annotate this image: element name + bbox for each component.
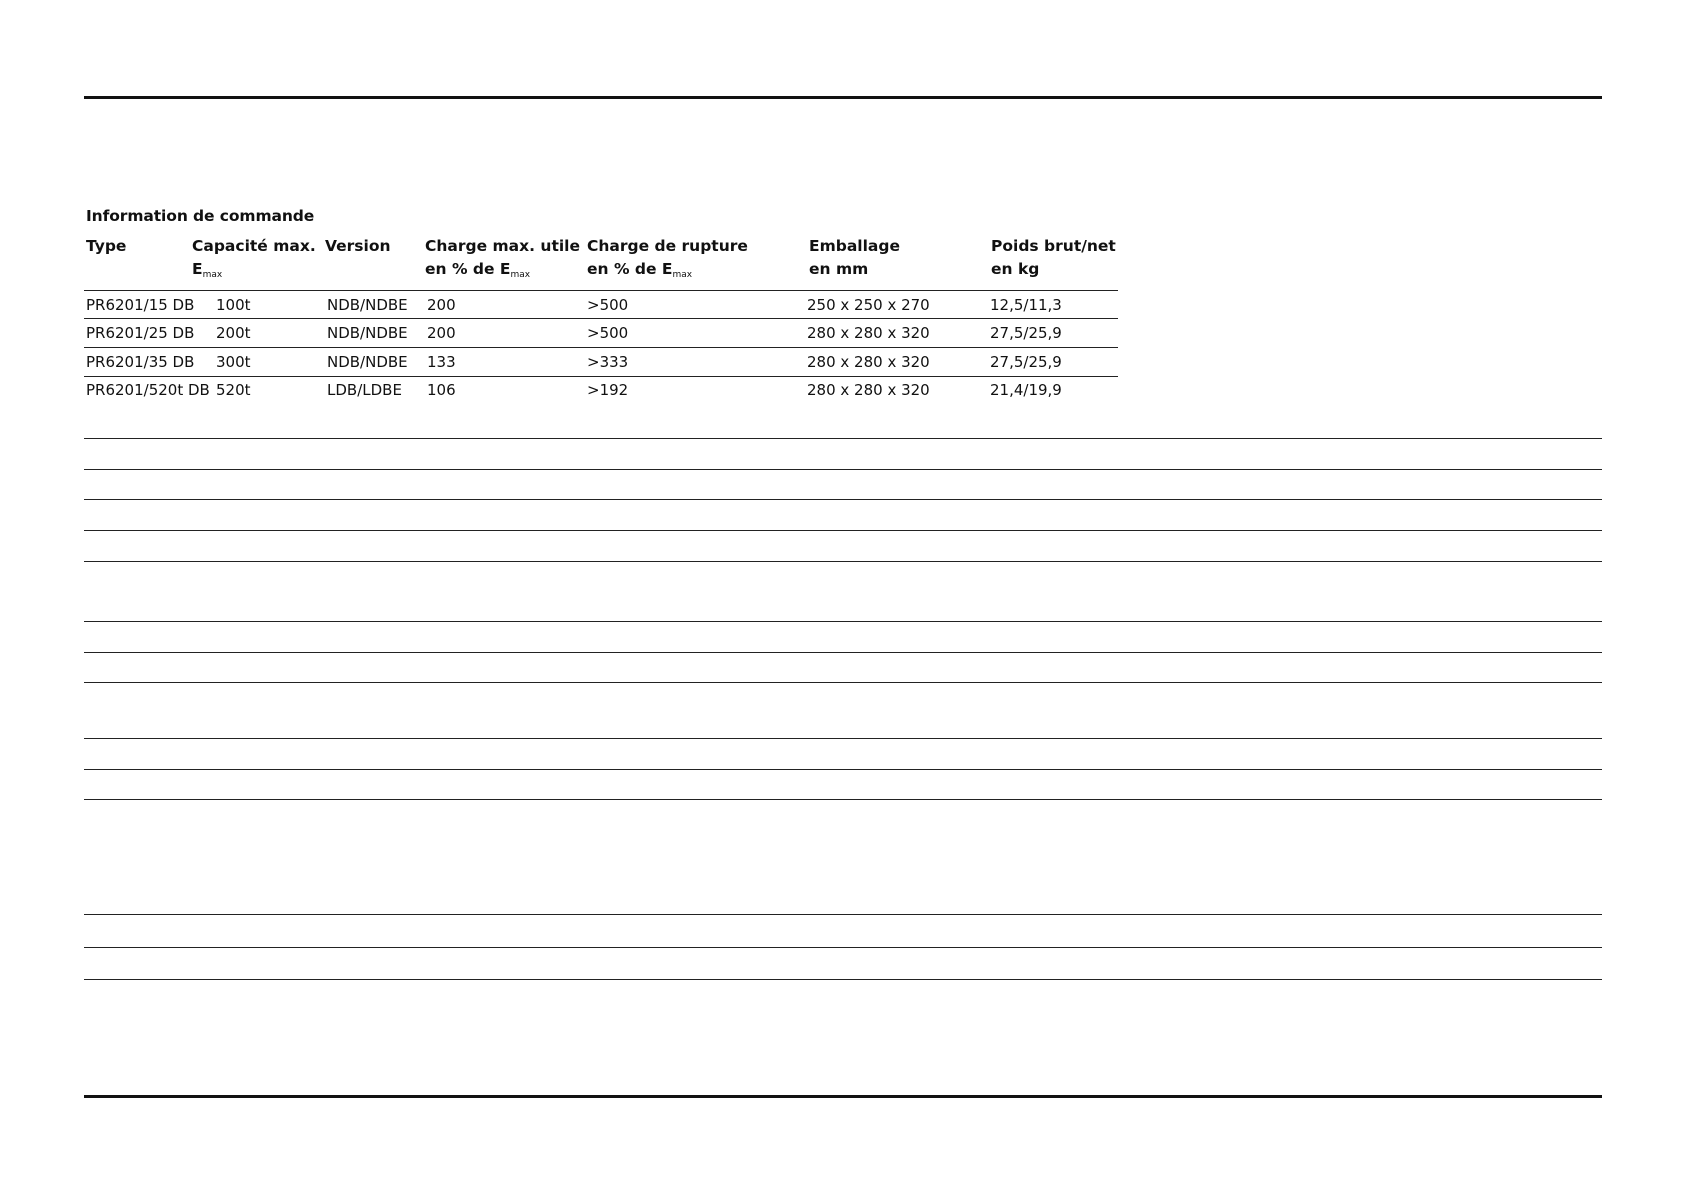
table-cell: 100t (216, 296, 251, 314)
column-header: Emballage (809, 237, 900, 255)
column-header-unit: $E_{max}$ (192, 260, 223, 280)
separator-line (84, 769, 1602, 770)
table-row-divider (84, 376, 1118, 377)
table-cell: 12,5/11,3 (990, 296, 1062, 314)
table-row-divider (84, 318, 1118, 319)
table-cell: 300t (216, 353, 251, 371)
table-cell: PR6201/35 DB (86, 353, 195, 371)
table-cell: PR6201/25 DB (86, 324, 195, 342)
table-cell: >500 (587, 324, 629, 342)
table-cell: 27,5/25,9 (990, 353, 1062, 371)
column-header-unit: en % de $E_{max}$ (587, 260, 693, 280)
separator-line (84, 561, 1602, 562)
table-cell: 250 x 250 x 270 (807, 296, 930, 314)
column-header: Charge de rupture (587, 237, 748, 255)
separator-line (84, 621, 1602, 622)
table-cell: NDB/NDBE (327, 353, 408, 371)
separator-line (84, 499, 1602, 500)
table-cell: 520t (216, 381, 251, 399)
separator-line (84, 914, 1602, 915)
separator-line (84, 979, 1602, 980)
table-cell: PR6201/15 DB (86, 296, 195, 314)
column-header: Charge max. utile (425, 237, 580, 255)
separator-line (84, 738, 1602, 739)
table-cell: 200t (216, 324, 251, 342)
table-cell: PR6201/520t DB (86, 381, 210, 399)
column-header-unit: en mm (809, 260, 869, 278)
separator-line (84, 652, 1602, 653)
subscript: max (510, 270, 531, 280)
separator-line (84, 799, 1602, 800)
table-cell: 200 (427, 296, 456, 314)
separator-line (84, 438, 1602, 439)
table-cell: NDB/NDBE (327, 324, 408, 342)
table-cell: 133 (427, 353, 456, 371)
table-cell: 200 (427, 324, 456, 342)
top-rule (84, 96, 1602, 99)
table-cell: 27,5/25,9 (990, 324, 1062, 342)
table-row-divider (84, 347, 1118, 348)
section-title: Information de commande (86, 207, 315, 225)
table-cell: 280 x 280 x 320 (807, 353, 930, 371)
column-header: Type (86, 237, 127, 255)
table-cell: >500 (587, 296, 629, 314)
subscript: max (202, 270, 223, 280)
subscript: max (672, 270, 693, 280)
table-cell: NDB/NDBE (327, 296, 408, 314)
table-cell: 280 x 280 x 320 (807, 381, 930, 399)
column-header: Capacité max. (192, 237, 316, 255)
column-header-unit: en kg (991, 260, 1040, 278)
table-cell: 280 x 280 x 320 (807, 324, 930, 342)
table-cell: >333 (587, 353, 629, 371)
bottom-rule (84, 1095, 1602, 1098)
table-cell: LDB/LDBE (327, 381, 402, 399)
separator-line (84, 682, 1602, 683)
table-cell: 106 (427, 381, 456, 399)
column-header: Poids brut/net (991, 237, 1116, 255)
column-header-unit: en % de $E_{max}$ (425, 260, 531, 280)
separator-line (84, 469, 1602, 470)
separator-line (84, 530, 1602, 531)
table-cell: 21,4/19,9 (990, 381, 1062, 399)
table-cell: >192 (587, 381, 629, 399)
column-header: Version (325, 237, 391, 255)
separator-line (84, 947, 1602, 948)
table-row-divider (84, 290, 1118, 291)
